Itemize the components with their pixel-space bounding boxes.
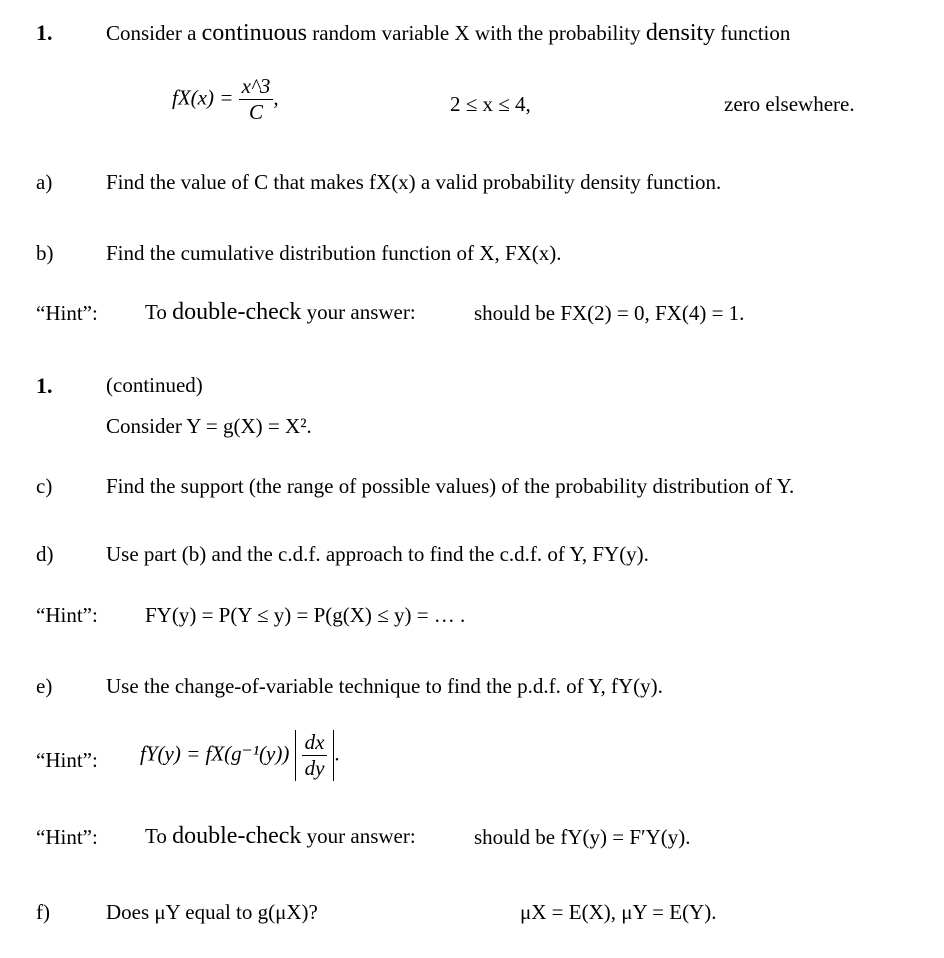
problem-number: 1. — [36, 20, 53, 45]
hint-3-label: “Hint”: — [36, 748, 98, 772]
hint-1-formula: should be FX(2) = 0, FX(4) = 1. — [474, 301, 745, 325]
hint-3-lhs: fY(y) = fX(g⁻¹(y)) — [140, 741, 290, 766]
pdf-denominator: C — [248, 100, 263, 124]
hint-4-double-check: double-check — [172, 823, 302, 849]
part-d-label: d) — [36, 542, 54, 566]
pdf-elsewhere: zero elsewhere. — [724, 92, 855, 116]
hint-1-post: your answer: — [301, 300, 416, 324]
hint-4-formula: should be fY(y) = F′Y(y). — [474, 825, 691, 849]
part-d-text: Use part (b) and the c.d.f. approach to find the c.d.f. of Y, FY(y). — [106, 542, 649, 566]
pdf-comma: , — [273, 85, 279, 110]
part-c-label: c) — [36, 474, 53, 498]
pdf-formula — [172, 74, 279, 125]
hint-1-pre: To — [145, 300, 173, 324]
hint-2-label: “Hint”: — [36, 603, 98, 627]
hint-3-period: . — [334, 741, 340, 766]
problem-intro — [106, 20, 790, 47]
intro-continuous: continuous — [201, 20, 307, 46]
hint-3-dx: dx — [302, 730, 328, 756]
intro-text-c: function — [715, 21, 791, 45]
hint-2-formula: FY(y) = P(Y ≤ y) = P(g(X) ≤ y) = … . — [145, 603, 466, 627]
pdf-numerator: x^3 — [239, 74, 274, 100]
consider-y: Consider Y = g(X) = X². — [106, 414, 312, 438]
hint-3-formula — [140, 730, 340, 781]
intro-density: density — [645, 20, 716, 46]
hint-4-pre: To — [145, 824, 173, 848]
pdf-range: 2 ≤ x ≤ 4, — [450, 92, 531, 116]
hint-4-label: “Hint”: — [36, 825, 98, 849]
part-f-definitions: μX = E(X), μY = E(Y). — [520, 900, 717, 924]
part-f-text: Does μY equal to g(μX)? — [106, 900, 318, 924]
intro-text-a: Consider a — [106, 21, 202, 45]
pdf-fraction — [239, 74, 274, 125]
part-e-text: Use the change-of-variable technique to find the p.d.f. of Y, fY(y). — [106, 674, 663, 698]
part-b-label: b) — [36, 241, 54, 265]
hint-3-dy: dy — [304, 756, 325, 780]
part-e-label: e) — [36, 674, 53, 698]
part-a-text: Find the value of C that makes fX(x) a valid probability density function. — [106, 170, 722, 194]
part-c-text: Find the support (the range of possible values) of the probability distribution of Y. — [106, 474, 795, 498]
hint-1-double-check: double-check — [172, 299, 302, 325]
hint-3-derivative — [295, 730, 335, 781]
hint-1-text — [145, 299, 416, 326]
intro-text-b: random variable X with the probability — [306, 21, 646, 45]
part-a-label: a) — [36, 170, 53, 194]
hint-1-label: “Hint”: — [36, 301, 98, 325]
pdf-lhs: fX(x) = — [172, 85, 234, 110]
continued-label: (continued) — [106, 373, 203, 397]
part-f-label: f) — [36, 900, 50, 924]
part-b-text: Find the cumulative distribution function of X, FX(x). — [106, 241, 562, 265]
hint-4-post: your answer: — [301, 824, 416, 848]
hint-4-text — [145, 823, 416, 850]
problem-number-continued: 1. — [36, 373, 53, 398]
